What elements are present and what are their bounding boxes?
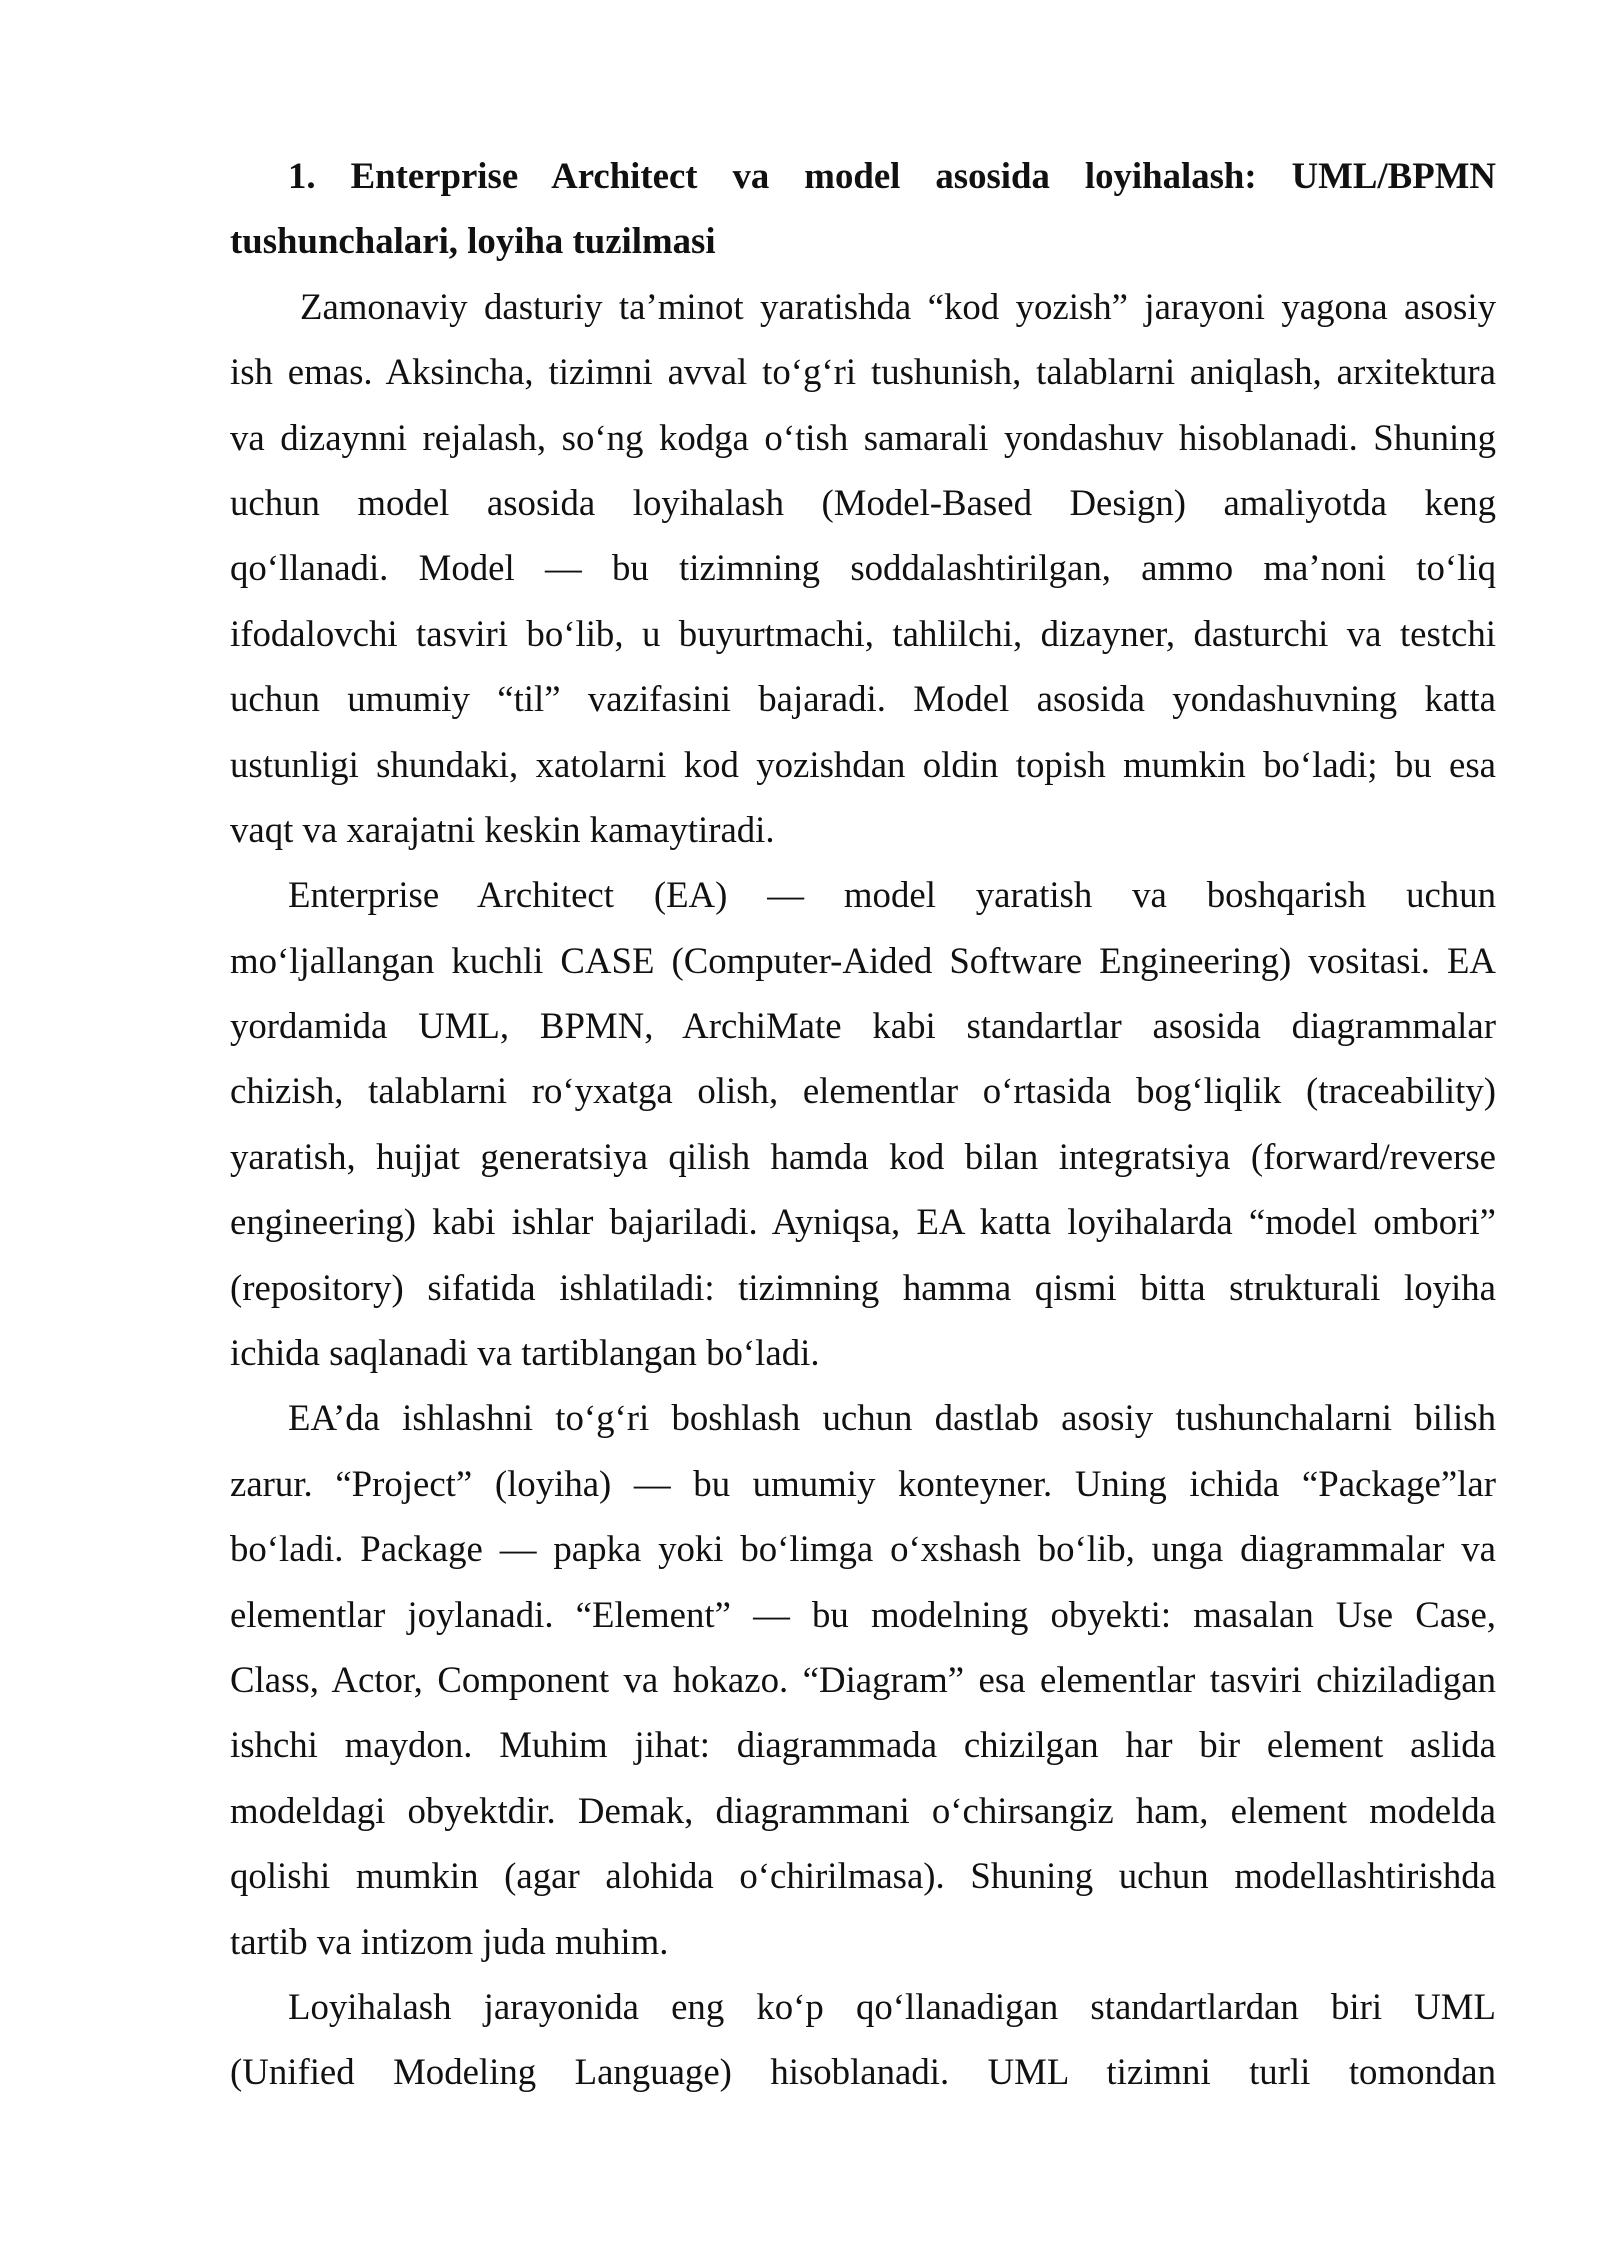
paragraph xyxy=(230,1974,1496,2105)
paragraph-line: ichida saqlanadi va tartiblangan bo‘ladi. xyxy=(230,1332,820,1374)
paragraph xyxy=(230,862,1496,1385)
paragraph-line: (repository) sifatida ishlatiladi: tizimning hamma qismi bitta strukturali loyiha xyxy=(230,1266,1496,1308)
paragraph-line: uchun umumiy “til” vazifasini bajaradi. Model asosida yondashuvning katta xyxy=(230,678,1496,720)
section-heading xyxy=(230,143,1496,274)
paragraph-line: yordamida UML, BPMN, ArchiMate kabi standartlar asosida diagrammalar xyxy=(230,1005,1496,1047)
paragraph-line: (Unified Modeling Language) hisoblanadi. UML tizimni turli tomondan xyxy=(230,2051,1496,2093)
paragraph-line: vaqt va xarajatni keskin kamaytiradi. xyxy=(230,808,775,850)
paragraph-line: zarur. “Project” (loyiha) — bu umumiy konteyner. Uning ichida “Package”lar xyxy=(230,1462,1496,1504)
paragraph-line: Zamonaviy dasturiy ta’minot yaratishda “kod yozish” jarayoni yagona asosiy xyxy=(300,285,1496,327)
paragraph-line: yaratish, hujjat generatsiya qilish hamda kod bilan integratsiya (forward/reverse xyxy=(230,1135,1496,1177)
paragraph-line: modeldagi obyektdir. Demak, diagrammani o‘chirsangiz ham, element modelda xyxy=(230,1789,1496,1831)
paragraph-line: tartib va intizom juda muhim. xyxy=(230,1920,669,1962)
paragraph-line: bo‘ladi. Package — papka yoki bo‘limga o‘xshash bo‘lib, unga diagrammalar va xyxy=(230,1528,1496,1570)
paragraph-line: va dizaynni rejalash, so‘ng kodga o‘tish samarali yondashuv hisoblanadi. Shuning xyxy=(230,416,1496,458)
heading-line: tushunchalari, loyiha tuzilmasi xyxy=(230,220,716,262)
paragraph-line: mo‘ljallangan kuchli CASE (Computer-Aided Software Engineering) vositasi. EA xyxy=(230,939,1496,981)
paragraph-line: uchun model asosida loyihalash (Model-Based Design) amaliyotda keng xyxy=(230,481,1496,523)
document-body xyxy=(230,143,1496,2105)
paragraph-line: qo‘llanadi. Model — bu tizimning soddalashtirilgan, ammo ma’noni to‘liq xyxy=(230,547,1496,589)
paragraph-line: ifodalovchi tasviri bo‘lib, u buyurtmachi, tahlilchi, dizayner, dasturchi va testchi xyxy=(230,612,1496,654)
paragraph-line: ustunligi shundaki, xatolarni kod yozishdan oldin topish mumkin bo‘ladi; bu esa xyxy=(230,743,1496,785)
paragraph xyxy=(230,1385,1496,1974)
paragraph-line: elementlar joylanadi. “Element” — bu modelning obyekti: masalan Use Case, xyxy=(230,1593,1496,1635)
paragraph-line: Loyihalash jarayonida eng ko‘p qo‘llanadigan standartlardan biri UML xyxy=(288,1985,1496,2027)
paragraph-line: Enterprise Architect (EA) — model yaratish va boshqarish uchun xyxy=(288,874,1496,916)
paragraph-line: ishchi maydon. Muhim jihat: diagrammada chizilgan har bir element aslida xyxy=(230,1724,1496,1766)
paragraph-line: Class, Actor, Component va hokazo. “Diagram” esa elementlar tasviri chiziladigan xyxy=(230,1658,1496,1700)
paragraph xyxy=(230,274,1496,863)
paragraph-line: qolishi mumkin (agar alohida o‘chirilmasa). Shuning uchun modellashtirishda xyxy=(230,1855,1496,1897)
paragraph-line: engineering) kabi ishlar bajariladi. Ayniqsa, EA katta loyihalarda “model ombori” xyxy=(230,1201,1496,1243)
paragraph-line: ish emas. Aksincha, tizimni avval to‘g‘ri tushunish, talablarni aniqlash, arxitektura xyxy=(230,351,1496,393)
heading-line: 1. Enterprise Architect va model asosida loyihalash: UML/BPMN xyxy=(288,155,1496,196)
paragraph-line: EA’da ishlashni to‘g‘ri boshlash uchun dastlab asosiy tushunchalarni bilish xyxy=(288,1397,1496,1439)
paragraph-line: chizish, talablarni ro‘yxatga olish, elementlar o‘rtasida bog‘liqlik (traceability) xyxy=(230,1070,1496,1112)
